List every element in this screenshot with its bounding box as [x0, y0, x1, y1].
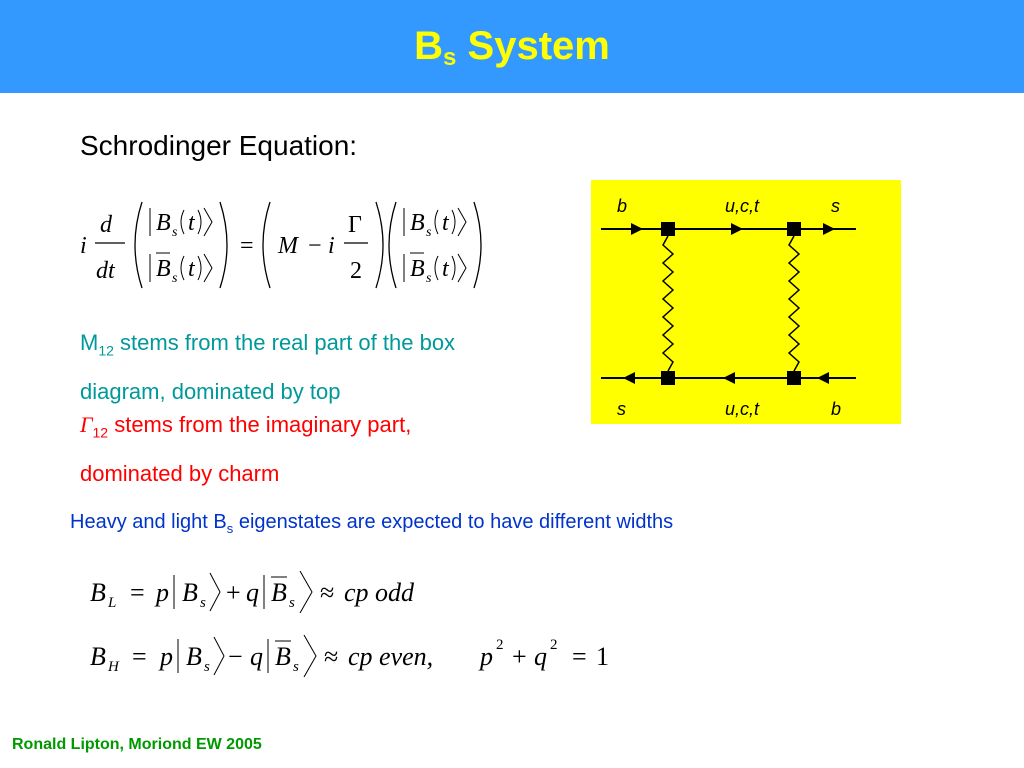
- svg-text:−: −: [228, 642, 243, 671]
- svg-text:t: t: [442, 210, 449, 236]
- svg-text:s: s: [426, 271, 432, 286]
- svg-text:=: =: [132, 642, 147, 671]
- svg-text:B: B: [156, 210, 171, 236]
- svg-text:i: i: [80, 233, 87, 259]
- svg-text:s: s: [293, 659, 299, 675]
- heavy-eigenstate-equation: [88, 627, 628, 687]
- label-bottom-uct: u,c,t: [725, 399, 760, 419]
- svg-text:L: L: [108, 595, 117, 611]
- svg-text:B: B: [186, 642, 202, 671]
- svg-text:1: 1: [596, 642, 609, 671]
- svg-text:dt: dt: [96, 258, 115, 284]
- svg-text:+: +: [226, 578, 241, 607]
- svg-text:2: 2: [550, 637, 558, 653]
- svg-text:B: B: [182, 578, 198, 607]
- svg-text:B: B: [156, 256, 171, 282]
- svg-text:=: =: [130, 578, 145, 607]
- svg-text:Γ: Γ: [348, 212, 362, 238]
- svg-text:=: =: [572, 642, 587, 671]
- svg-text:B: B: [90, 578, 106, 607]
- label-bottom-b: b: [831, 399, 842, 419]
- svg-text:i: i: [328, 233, 335, 259]
- svg-text:−: −: [308, 233, 322, 259]
- m12-note: $M_{12}$ stems from the real part of the box diagram, dominated by top: [80, 330, 456, 405]
- svg-text:2: 2: [496, 637, 504, 653]
- svg-text:s: s: [426, 225, 432, 240]
- svg-text:t: t: [188, 256, 195, 282]
- svg-text:s: s: [289, 595, 295, 611]
- svg-text:B: B: [275, 642, 291, 671]
- svg-text:M: M: [278, 233, 298, 259]
- svg-text:B: B: [410, 256, 425, 282]
- label-top-s: s: [831, 196, 840, 216]
- svg-text:H: H: [108, 659, 119, 675]
- svg-text:p: p: [156, 578, 169, 607]
- svg-text:q: q: [250, 642, 263, 671]
- light-eigenstate-equation: [88, 565, 488, 621]
- svg-text:p: p: [160, 642, 173, 671]
- eigenstates-note: Heavy and light $B_s$ eigenstates are expected to have different widths: [70, 511, 674, 536]
- svg-text:cp even,: cp even,: [348, 642, 434, 671]
- svg-text:q: q: [246, 578, 259, 607]
- gamma12-note: $\Gamma_{12}$ stems from the imaginary part, dominated by charm: [80, 412, 412, 487]
- svg-text:d: d: [100, 212, 112, 238]
- svg-text:B: B: [90, 642, 106, 671]
- slide-title: $B_s$ System: [414, 24, 610, 71]
- svg-text:s: s: [172, 225, 178, 240]
- svg-text:+: +: [512, 642, 527, 671]
- svg-text:p: p: [480, 642, 493, 671]
- schrodinger-heading: Schrodinger Equation:: [80, 130, 358, 161]
- svg-text:≈: ≈: [320, 578, 335, 607]
- svg-text:s: s: [204, 659, 210, 675]
- label-top-b: b: [617, 196, 628, 216]
- svg-text:≈: ≈: [324, 642, 339, 671]
- svg-text:cp odd: cp odd: [344, 578, 415, 607]
- svg-text:2: 2: [350, 258, 362, 284]
- svg-text:q: q: [534, 642, 547, 671]
- svg-text:=: =: [240, 233, 254, 259]
- footer-credit: Ronald Lipton, Moriond EW 2005: [12, 736, 262, 753]
- svg-text:B: B: [410, 210, 425, 236]
- svg-text:s: s: [172, 271, 178, 286]
- svg-text:s: s: [200, 595, 206, 611]
- svg-text:t: t: [188, 210, 195, 236]
- svg-text:B: B: [271, 578, 287, 607]
- label-bottom-s: s: [617, 399, 626, 419]
- box-diagram: [591, 180, 901, 424]
- svg-text:t: t: [442, 256, 449, 282]
- schrodinger-equation: [72, 190, 502, 300]
- label-top-uct: u,c,t: [725, 196, 760, 216]
